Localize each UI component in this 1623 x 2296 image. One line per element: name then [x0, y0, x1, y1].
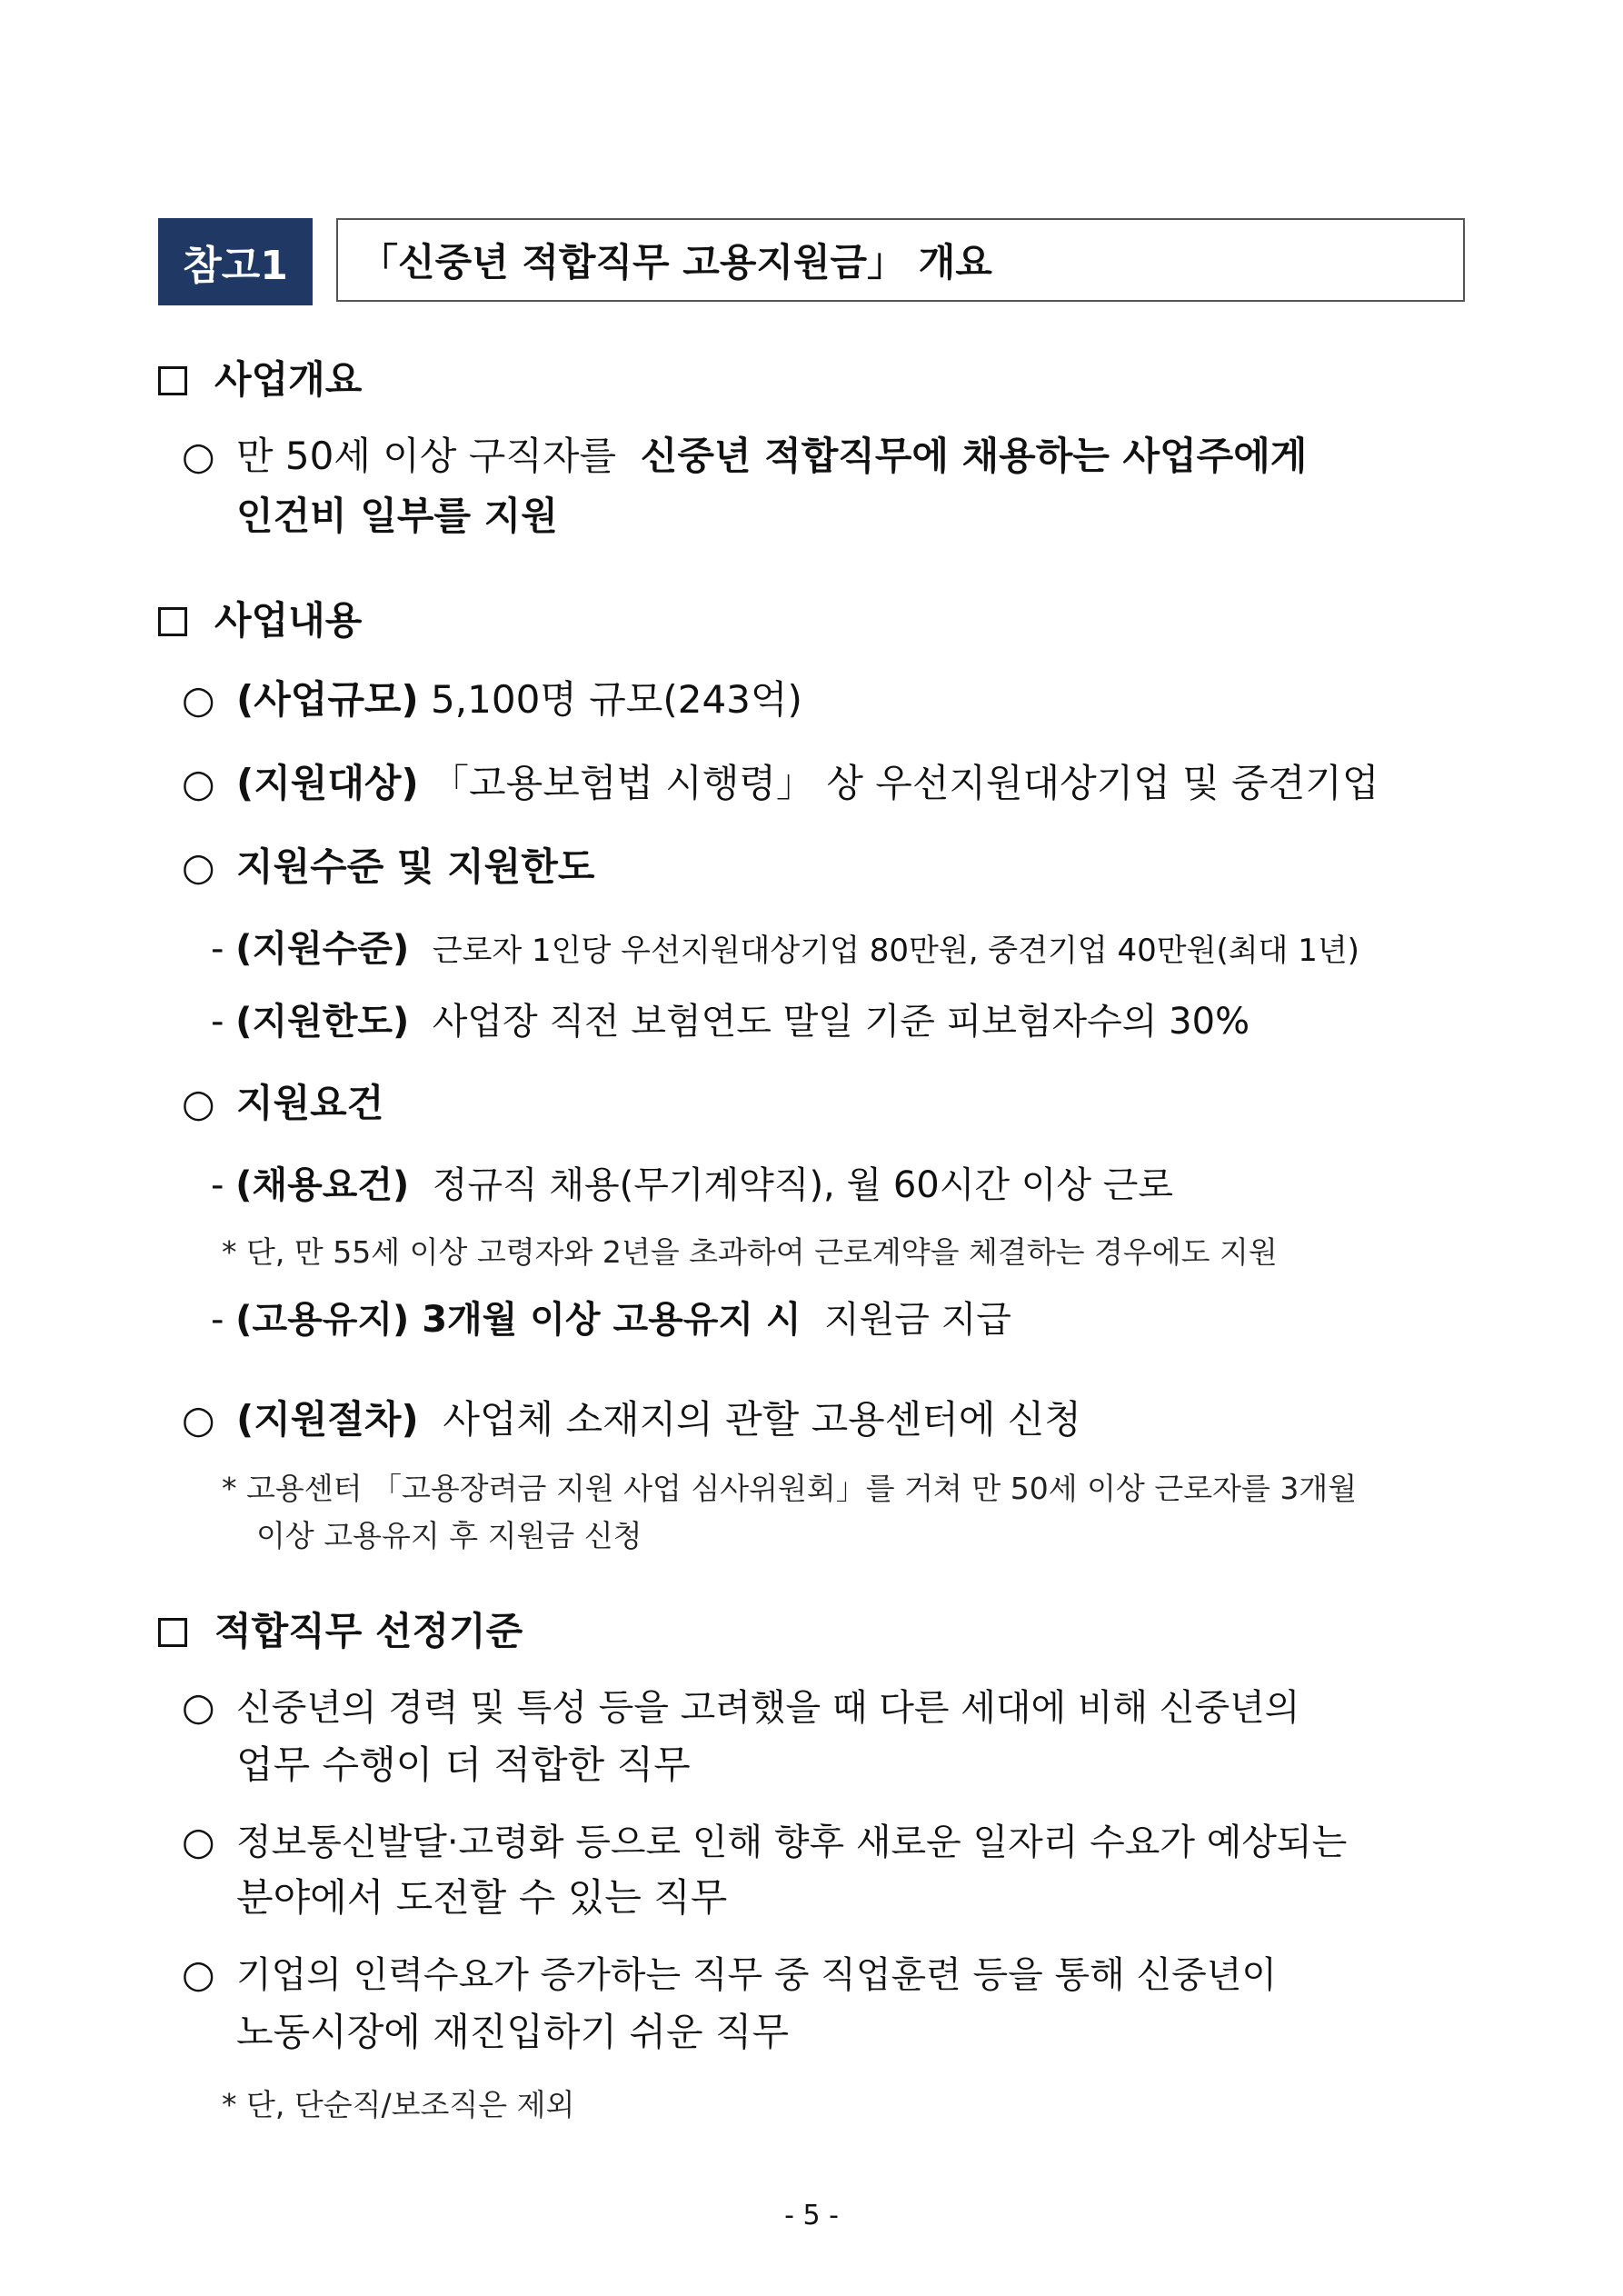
section-heading-text: 사업개요 — [214, 357, 363, 402]
dash-label: (고용유지) 3개월 이상 고용유지 시 — [235, 1299, 802, 1341]
document-title — [336, 218, 1465, 302]
bullet-text: 사업체 소재지의 관할 고용센터에 신청 — [443, 1397, 1081, 1442]
dash-label: (지원수준) — [235, 928, 410, 970]
bullet-label: 지원요건 — [236, 1081, 384, 1125]
section-heading-text: 사업내용 — [214, 598, 363, 643]
bullet-item — [182, 1945, 1277, 2004]
bullet-text-bold: 신중년 적합직무에 채용하는 사업주에게 — [640, 434, 1308, 478]
circle-bullet-icon: ○ — [182, 844, 215, 889]
dash-item — [211, 920, 1359, 980]
dash-icon: - — [211, 1164, 224, 1206]
dash-text: 근로자 1인당 우선지원대상기업 80만원, 중견기업 40만원(최대 1년) — [432, 933, 1359, 969]
bullet-text: 기업의 인력수요가 증가하는 직무 중 직업훈련 등을 통해 신중년이 — [236, 1954, 1277, 1996]
bullet-item — [182, 1812, 1347, 1872]
section-heading-text: 적합직무 선정기준 — [214, 1609, 523, 1653]
bullet-text: 만 50세 이상 구직자를 — [236, 434, 617, 478]
footnote: * 단, 만 55세 이상 고령자와 2년을 초과하여 근로계약을 체결하는 경우에도 지원 — [222, 1234, 1278, 1270]
dash-text: 지원금 지급 — [824, 1299, 1011, 1341]
bullet-item-continued: 분야에서 도전할 수 있는 직무 — [236, 1875, 728, 1920]
dash-icon: - — [211, 928, 224, 970]
dash-icon: - — [211, 1299, 224, 1341]
circle-bullet-icon: ○ — [182, 1081, 215, 1125]
section-heading-criteria — [158, 1602, 523, 1656]
bullet-label: 지원수준 및 지원한도 — [236, 844, 595, 889]
checkbox-square-icon — [158, 1618, 187, 1647]
bullet-text: 정보통신발달·고령화 등으로 인해 향후 새로운 일자리 수요가 예상되는 — [236, 1822, 1348, 1863]
bullet-item-continued: 업무 수행이 더 적합한 직무 — [236, 1742, 691, 1787]
circle-bullet-icon: ○ — [182, 761, 215, 805]
dash-text: 정규직 채용(무기계약직), 월 60시간 이상 근로 — [432, 1164, 1173, 1206]
dash-text: 사업장 직전 보험연도 말일 기준 피보험자수의 30% — [432, 1001, 1250, 1043]
page-number: - 5 - — [784, 2200, 839, 2231]
footnote: * 고용센터 「고용장려금 지원 사업 심사위원회」를 거쳐 만 50세 이상 근로자를 3개월 — [222, 1471, 1358, 1506]
reference-label: 참고1 — [158, 218, 313, 305]
dash-item — [211, 1291, 1011, 1349]
section-heading-overview — [158, 350, 362, 404]
circle-bullet-icon: ○ — [182, 677, 215, 722]
circle-bullet-icon: ○ — [182, 1397, 215, 1442]
bullet-item — [182, 427, 1307, 485]
bullet-item — [182, 1678, 1299, 1737]
bullet-item — [182, 1391, 1081, 1449]
bullet-item-continued: 노동시장에 재진입하기 쉬운 직무 — [236, 2010, 790, 2054]
checkbox-square-icon — [158, 607, 187, 636]
bullet-label: (지원대상) — [236, 761, 419, 805]
bullet-item — [182, 671, 802, 729]
circle-bullet-icon: ○ — [182, 1819, 215, 1863]
bullet-text: 5,100명 규모(243억) — [431, 677, 802, 722]
bullet-item — [182, 1074, 383, 1133]
bullet-label: (사업규모) — [236, 677, 419, 722]
dash-label: (지원한도) — [235, 1001, 410, 1043]
circle-bullet-icon: ○ — [182, 434, 215, 478]
circle-bullet-icon: ○ — [182, 1952, 215, 1996]
footnote: * 단, 단순직/보조직은 제외 — [222, 2087, 575, 2122]
bullet-item — [182, 838, 594, 896]
bullet-label: (지원절차) — [236, 1397, 419, 1442]
footnote-continued: 이상 고용유지 후 지원금 신청 — [256, 1518, 642, 1553]
dash-item — [211, 1156, 1173, 1214]
bullet-item-continued — [236, 487, 558, 545]
circle-bullet-icon: ○ — [182, 1684, 215, 1729]
section-heading-content — [158, 591, 362, 645]
dash-label: (채용요건) — [235, 1164, 410, 1206]
bullet-item — [182, 754, 1379, 813]
checkbox-square-icon — [158, 366, 187, 395]
dash-item — [211, 993, 1250, 1051]
document-title-text: 「신중년 적합직무 고용지원금」 개요 — [360, 240, 992, 285]
bullet-text: 신중년의 경력 및 특성 등을 고려했을 때 다른 세대에 비해 신중년의 — [236, 1687, 1300, 1729]
dash-icon: - — [211, 1001, 224, 1043]
bullet-text-bold: 인건비 일부를 지원 — [236, 494, 558, 538]
bullet-text: 「고용보험법 시행령」 상 우선지원대상기업 및 중견기업 — [431, 761, 1379, 805]
